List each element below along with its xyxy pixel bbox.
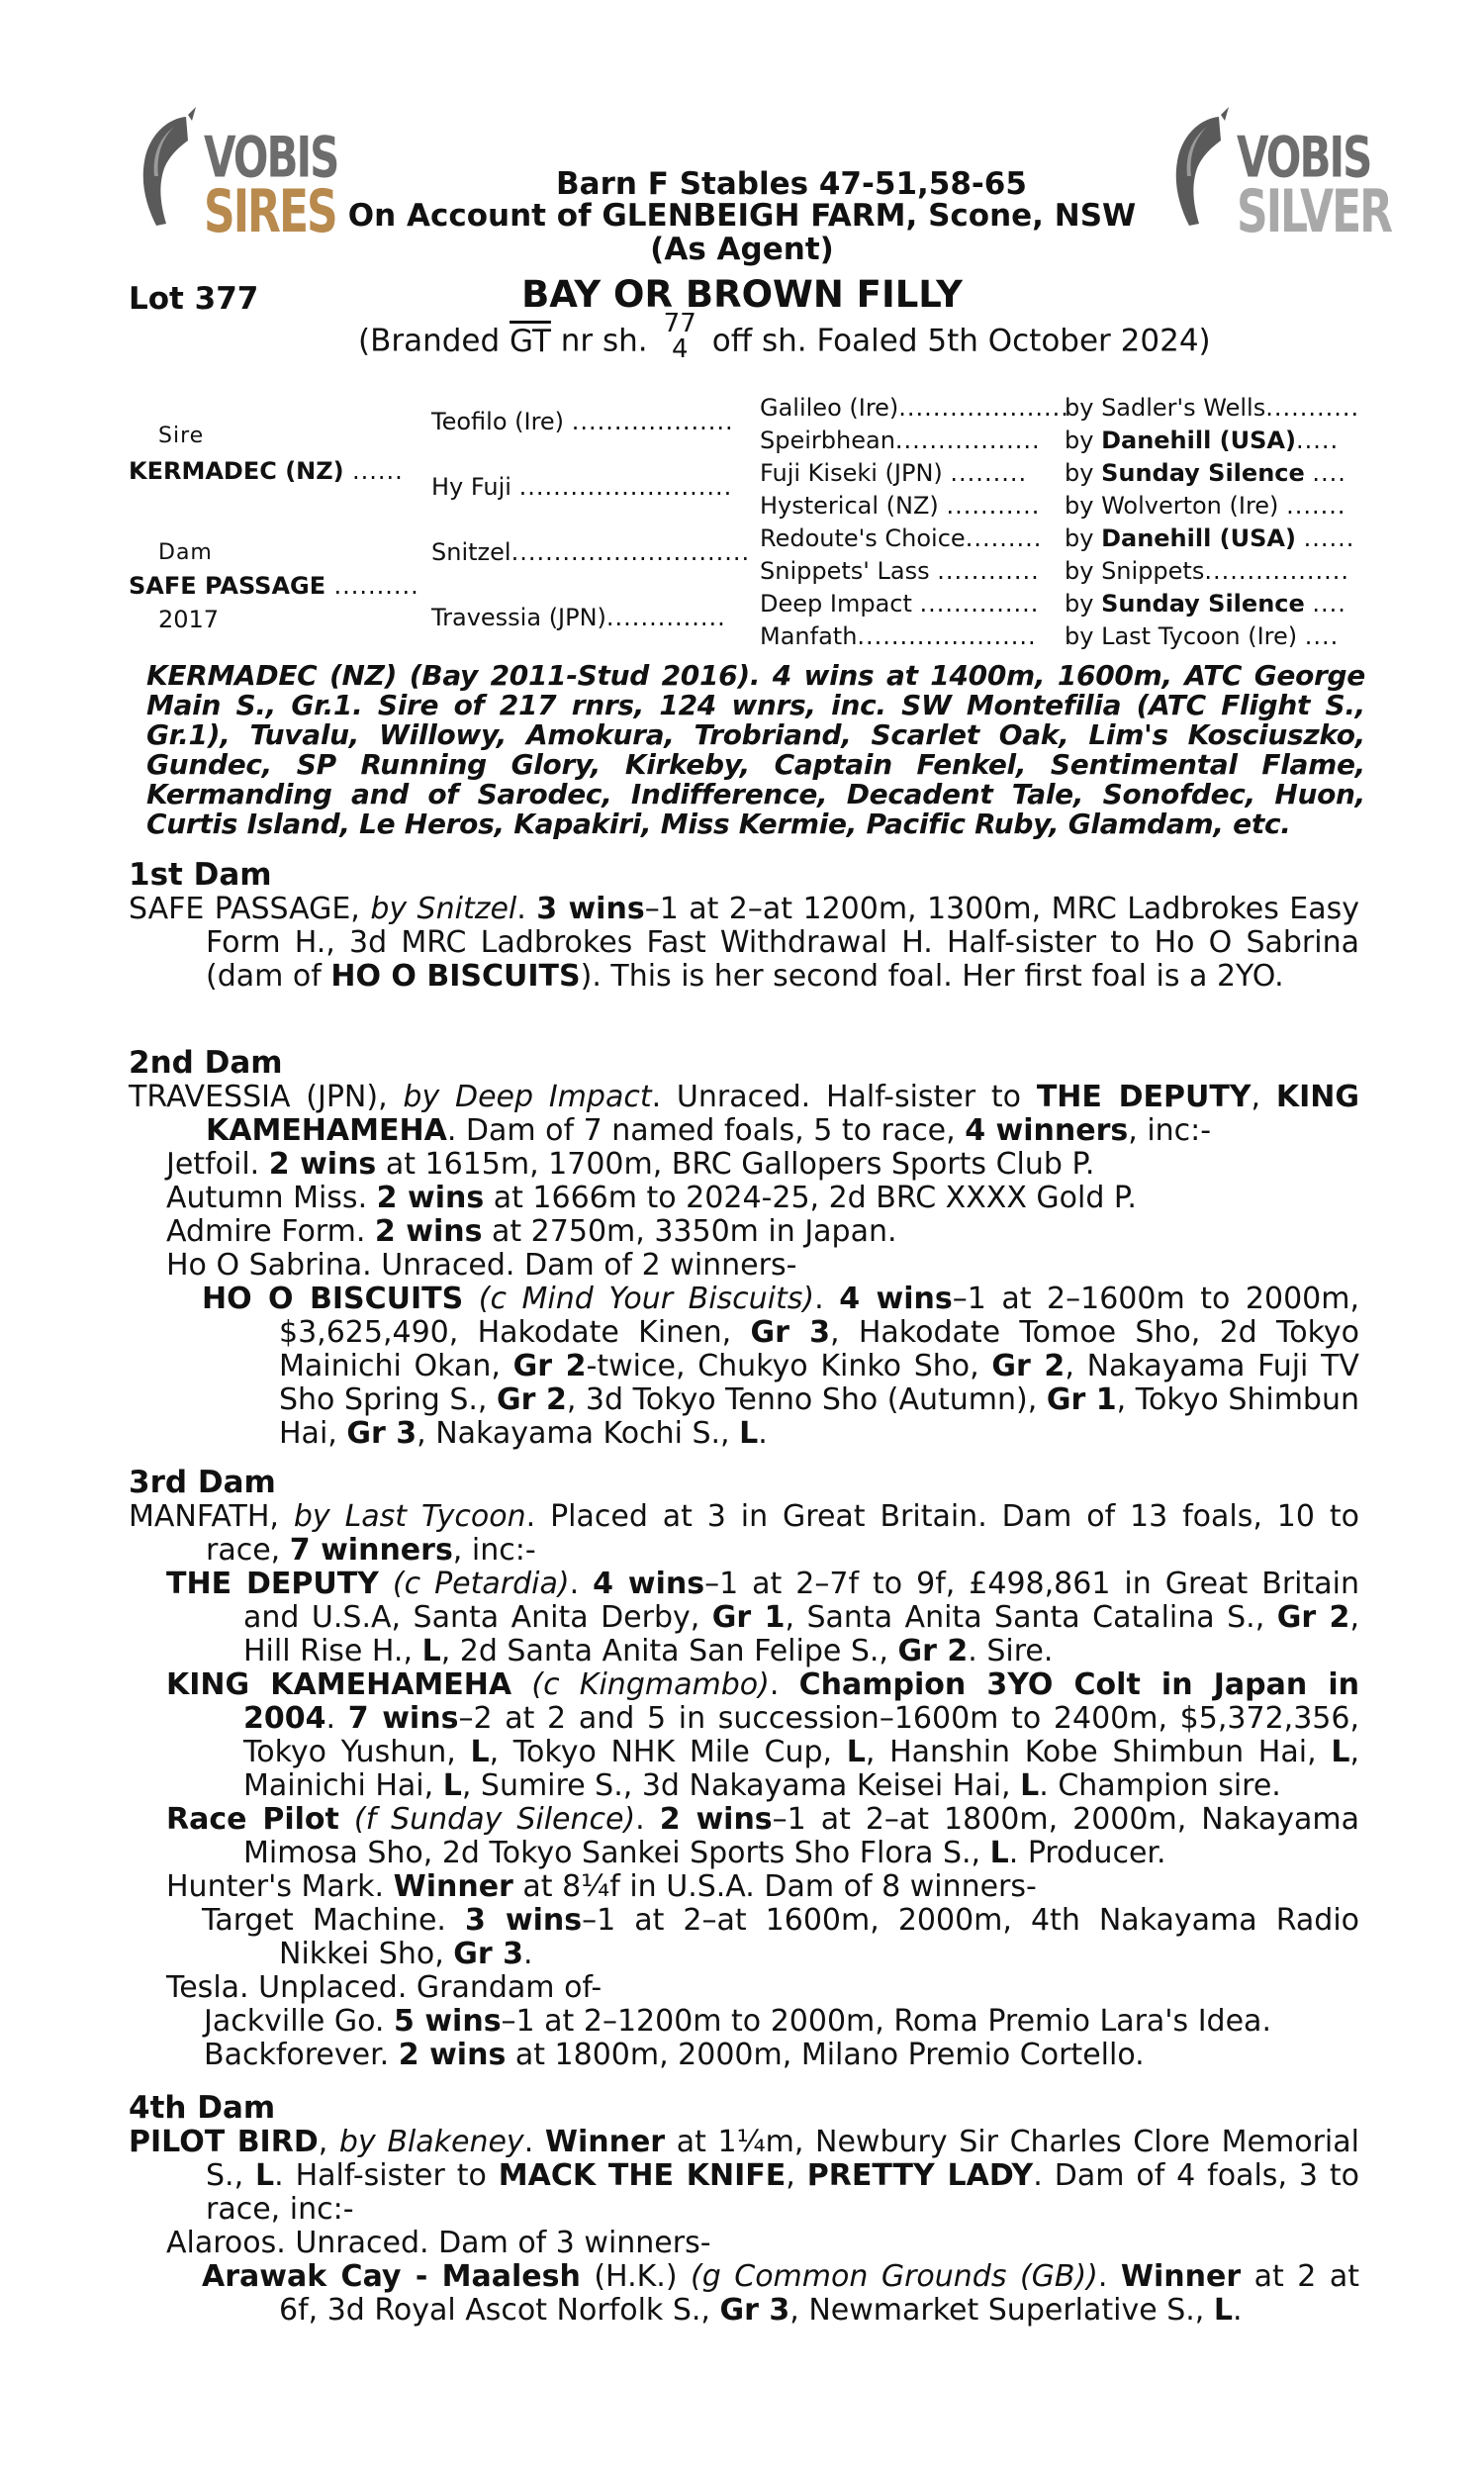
gen3-6-by: by Sunday Silence ....	[1065, 590, 1346, 618]
brand-fraction	[664, 311, 696, 362]
fraction-top: 77	[663, 309, 696, 338]
logo-left-word2: SIRES	[204, 178, 336, 246]
target-machine-text: Target Machine. 3 wins–1 at 2–at 1600m, 2000m, 4th Nakayama Radio Nikkei Sho, Gr 3.	[202, 1903, 1360, 1971]
fourth-dam-text: PILOT BIRD, by Blakeney. Winner at 1¼m, Newbury Sir Charles Clore Memorial S., L. Half-sister to MACK THE KNIFE, PRETTY LADY. Dam of 4 foals, 3 to race, inc:-	[129, 2125, 1359, 2227]
vobis-sires-logo	[127, 107, 344, 246]
ho-o-sabrina-line: Ho O Sabrina. Unraced. Dam of 2 winners-	[166, 1248, 797, 1283]
gen2-3: Travessia (JPN)..............	[431, 604, 726, 631]
gen2-1: Hy Fuji .........................	[431, 473, 733, 501]
gen2-0: Teofilo (Ire) ...................	[431, 408, 734, 435]
king-kamehameha-text: KING KAMEHAMEHA (c Kingmambo). Champion 3YO Colt in Japan in 2004. 7 wins–2 at 2 and 5 in succession–1600m to 2400m, $5,372,356, Tokyo Yushun, L, Tokyo NHK Mile Cup, L, Hanshin Kobe Shimbun Hai, L, Mainichi Hai, L, Sumire S., 3d Nakayama Keisei Hai, L. Champion sire.	[166, 1667, 1359, 1803]
tesla-line: Tesla. Unplaced. Grandam of-	[166, 1970, 603, 2005]
gen3-2-by: by Sunday Silence ....	[1065, 459, 1346, 487]
second-dam-text: TRAVESSIA (JPN), by Deep Impact. Unraced. Half-sister to THE DEPUTY, KING KAMEHAMEHA. Dam of 7 named foals, 5 to race, 4 winners, inc:-	[129, 1080, 1359, 1148]
gen3-7-by: by Last Tycoon (Ire) ....	[1065, 622, 1340, 650]
second-dam-heading: 2nd Dam	[129, 1045, 283, 1081]
horse-head-icon	[127, 107, 206, 236]
gen3-4: Redoute's Choice.........	[760, 524, 1043, 552]
backforever-line: Backforever. 2 wins at 1800m, 2000m, Milano Premio Cortello.	[204, 2038, 1145, 2072]
fraction-bottom: 4	[671, 334, 689, 364]
dam-label: Dam	[158, 540, 213, 565]
race-pilot-text: Race Pilot (f Sunday Silence). 2 wins–1 at 2–at 1800m, 2000m, Nakayama Mimosa Sho, 2d Tokyo Sankei Sports Sho Flora S., L. Producer.	[166, 1802, 1359, 1870]
branded-mid: nr sh.	[560, 323, 648, 359]
brand-line	[358, 309, 1211, 368]
gen2-2: Snitzel............................	[431, 538, 751, 566]
vendor-line: On Account of GLENBEIGH FARM, Scone, NSW	[347, 198, 1137, 234]
autumn-miss-line: Autumn Miss. 2 wins at 1666m to 2024-25, 2d BRC XXXX Gold P.	[166, 1181, 1137, 1215]
logo-left-word1: VOBIS	[204, 125, 338, 191]
branded-post: off sh. Foaled 5th October 2024)	[711, 323, 1211, 359]
sire-label: Sire	[158, 424, 205, 448]
ho-o-biscuits-text: HO O BISCUITS (c Mind Your Biscuits). 4 wins–1 at 2–1600m to 2000m, $3,625,490, Hakodate Kinen, Gr 3, Hakodate Tomoe Sho, 2d Tokyo Mainichi Okan, Gr 2-twice, Chukyo Kinko Sho, Gr 2, Nakayama Fuji TV Sho Spring S., Gr 2, 3d Tokyo Tenno Sho (Autumn), Gr 1, Tokyo Shimbun Hai, Gr 3, Nakayama Kochi S., L.	[202, 1282, 1360, 1451]
gen3-3-by: by Wolverton (Ire) .......	[1065, 492, 1346, 520]
admire-form-line: Admire Form. 2 wins at 2750m, 3350m in Japan.	[166, 1214, 897, 1249]
logo-right-word1: VOBIS	[1237, 125, 1371, 191]
lot-title: BAY OR BROWN FILLY	[521, 273, 963, 316]
jetfoil-line: Jetfoil. 2 wins at 1615m, 1700m, BRC Gallopers Sports Club P.	[166, 1147, 1095, 1182]
third-dam-heading: 3rd Dam	[129, 1465, 276, 1500]
gen3-1: Speirbhean.................	[760, 427, 1041, 454]
hunters-mark-line: Hunter's Mark. Winner at 8¼f in U.S.A. Dam of 8 winners-	[166, 1869, 1037, 1904]
fourth-dam-heading: 4th Dam	[129, 2090, 276, 2126]
brand-mark: $\overline{GT}$	[510, 323, 551, 359]
gen3-0: Galileo (Ire)....................	[760, 394, 1069, 422]
gen3-4-by: by Danehill (USA) ......	[1065, 524, 1355, 552]
gen3-0-by: by Sadler's Wells...........	[1065, 394, 1360, 422]
logo-right-word2: SILVER	[1237, 178, 1392, 246]
first-dam-text: SAFE PASSAGE, by Snitzel. 3 wins–1 at 2–at 1200m, 1300m, MRC Ladbrokes Easy Form H., 3d MRC Ladbrokes Fast Withdrawal H. Half-sister to Ho O Sabrina (dam of HO O BISCUITS). This is her second foal. Her first foal is a 2YO.	[129, 892, 1359, 994]
alaroos-line: Alaroos. Unraced. Dam of 3 winners-	[166, 2226, 711, 2260]
gen3-2: Fuji Kiseki (JPN) .........	[760, 459, 1028, 487]
lot-number: Lot 377	[129, 281, 259, 317]
barn-location: Barn F Stables 47-51,58-65	[556, 166, 1027, 202]
arawak-cay-text: Arawak Cay - Maalesh (H.K.) (g Common Grounds (GB)). Winner at 2 at 6f, 3d Royal Ascot Norfolk S., Gr 3, Newmarket Superlative S., L.	[202, 2259, 1359, 2328]
dam-name: SAFE PASSAGE ..........	[129, 572, 419, 600]
agent-line: (As Agent)	[650, 232, 834, 267]
gen3-5-by: by Snippets.................	[1065, 557, 1350, 585]
the-deputy-text: THE DEPUTY (c Petardia). 4 wins–1 at 2–7f to 9f, £498,861 in Great Britain and U.S.A, Santa Anita Derby, Gr 1, Santa Anita Santa Catalina S., Gr 2, Hill Rise H., L, 2d Santa Anita San Felipe S., Gr 2. Sire.	[166, 1567, 1360, 1668]
gen3-6: Deep Impact ..............	[760, 590, 1040, 618]
jackville-go-line: Jackville Go. 5 wins–1 at 2–1200m to 2000m, Roma Premio Lara's Idea.	[204, 2004, 1271, 2039]
third-dam-text: MANFATH, by Last Tycoon. Placed at 3 in Great Britain. Dam of 13 foals, 10 to race, 7 winners, inc:-	[129, 1499, 1359, 1568]
gen3-7: Manfath.....................	[760, 622, 1037, 650]
branded-pre: (Branded	[358, 323, 501, 359]
sire-description: KERMADEC (NZ) (Bay 2011-Stud 2016). 4 wins at 1400m, 1600m, ATC George Main S., Gr.1. Sire of 217 rnrs, 124 wnrs, inc. SW Montefilia (ATC Flight S., Gr.1), Tuvalu, Willowy, Amokura, Trobriand, Scarlet Oak, Lim's Kosciuszko, Gundec, SP Running Glory, Kirkeby, Captain Fenkel, Sentimental Flame, Kermanding and of Sarodec, Indifference, Decadent Tale, Sonofdec, Huon, Curtis Island, Le Heros, Kapakiri, Miss Kermie, Pacific Ruby, Glamdam, etc.	[146, 659, 1365, 840]
sire-name: KERMADEC (NZ) ......	[129, 457, 404, 485]
gen3-5: Snippets' Lass ............	[760, 557, 1040, 585]
gen3-3: Hysterical (NZ) ...........	[760, 492, 1041, 520]
dam-year: 2017	[158, 606, 220, 633]
gen3-1-by: by Danehill (USA).....	[1065, 427, 1340, 454]
first-dam-heading: 1st Dam	[129, 857, 272, 893]
